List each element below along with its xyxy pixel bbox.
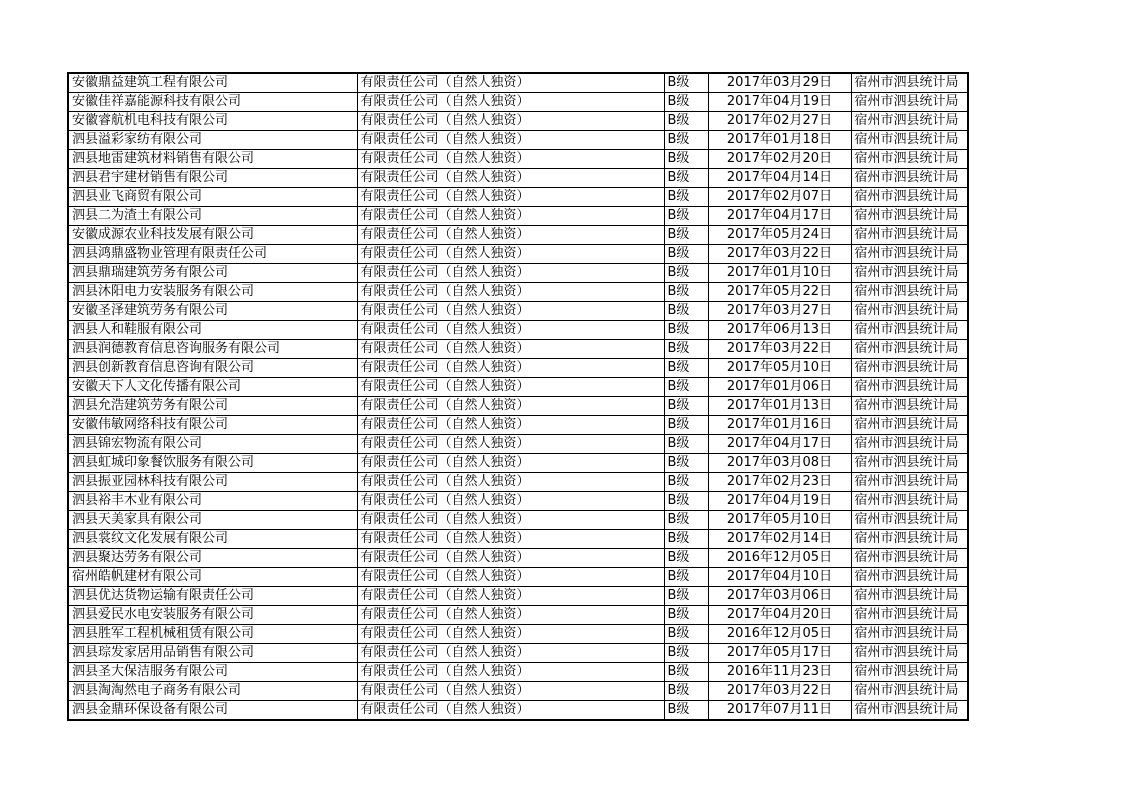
company-name-cell: 泗县聚达劳务有限公司 xyxy=(68,549,357,568)
table-row xyxy=(68,188,968,207)
table-row xyxy=(68,245,968,264)
company-name-cell: 泗县胜军工程机械租赁有限公司 xyxy=(68,625,357,644)
company-name-cell: 泗县锦宏物流有限公司 xyxy=(68,435,357,454)
authority-cell: 宿州市泗县统计局 xyxy=(851,568,968,587)
authority-cell: 宿州市泗县统计局 xyxy=(851,264,968,283)
table-row xyxy=(68,530,968,549)
authority-cell: 宿州市泗县统计局 xyxy=(851,663,968,682)
company-type-cell: 有限责任公司（自然人独资） xyxy=(357,73,664,93)
rating-date-cell: 2016年12月05日 xyxy=(708,549,851,568)
credit-grade-cell: B级 xyxy=(664,207,708,226)
authority-cell: 宿州市泗县统计局 xyxy=(851,549,968,568)
company-name-cell: 安徽天下人文化传播有限公司 xyxy=(68,378,357,397)
company-type-cell: 有限责任公司（自然人独资） xyxy=(357,454,664,473)
table-row xyxy=(68,473,968,492)
rating-date-cell: 2017年07月11日 xyxy=(708,701,851,721)
credit-grade-cell: B级 xyxy=(664,454,708,473)
authority-cell: 宿州市泗县统计局 xyxy=(851,340,968,359)
credit-grade-cell: B级 xyxy=(664,568,708,587)
company-type-cell: 有限责任公司（自然人独资） xyxy=(357,625,664,644)
authority-cell: 宿州市泗县统计局 xyxy=(851,701,968,721)
credit-grade-cell: B级 xyxy=(664,131,708,150)
company-type-cell: 有限责任公司（自然人独资） xyxy=(357,397,664,416)
credit-grade-cell: B级 xyxy=(664,93,708,112)
authority-cell: 宿州市泗县统计局 xyxy=(851,93,968,112)
authority-cell: 宿州市泗县统计局 xyxy=(851,188,968,207)
company-name-cell: 泗县人和鞋服有限公司 xyxy=(68,321,357,340)
table-row xyxy=(68,264,968,283)
credit-grade-cell: B级 xyxy=(664,112,708,131)
credit-grade-cell: B级 xyxy=(664,359,708,378)
table-row xyxy=(68,549,968,568)
authority-cell: 宿州市泗县统计局 xyxy=(851,321,968,340)
authority-cell: 宿州市泗县统计局 xyxy=(851,73,968,93)
rating-date-cell: 2017年05月17日 xyxy=(708,644,851,663)
credit-grade-cell: B级 xyxy=(664,416,708,435)
rating-date-cell: 2017年04月19日 xyxy=(708,93,851,112)
table-row xyxy=(68,283,968,302)
company-name-cell: 泗县允浩建筑劳务有限公司 xyxy=(68,397,357,416)
credit-grade-cell: B级 xyxy=(664,606,708,625)
company-name-cell: 安徽成源农业科技发展有限公司 xyxy=(68,226,357,245)
credit-grade-cell: B级 xyxy=(664,397,708,416)
credit-grade-cell: B级 xyxy=(664,321,708,340)
company-name-cell: 泗县润德教育信息咨询服务有限公司 xyxy=(68,340,357,359)
rating-date-cell: 2017年02月20日 xyxy=(708,150,851,169)
credit-grade-cell: B级 xyxy=(664,226,708,245)
rating-date-cell: 2017年01月13日 xyxy=(708,397,851,416)
table-row xyxy=(68,682,968,701)
company-type-cell: 有限责任公司（自然人独资） xyxy=(357,473,664,492)
rating-date-cell: 2017年05月24日 xyxy=(708,226,851,245)
authority-cell: 宿州市泗县统计局 xyxy=(851,226,968,245)
credit-grade-cell: B级 xyxy=(664,150,708,169)
authority-cell: 宿州市泗县统计局 xyxy=(851,283,968,302)
rating-date-cell: 2017年01月18日 xyxy=(708,131,851,150)
company-type-cell: 有限责任公司（自然人独资） xyxy=(357,359,664,378)
company-type-cell: 有限责任公司（自然人独资） xyxy=(357,169,664,188)
authority-cell: 宿州市泗县统计局 xyxy=(851,150,968,169)
rating-date-cell: 2017年04月19日 xyxy=(708,492,851,511)
table-row xyxy=(68,663,968,682)
rating-date-cell: 2017年02月14日 xyxy=(708,530,851,549)
company-name-cell: 泗县裳纹文化发展有限公司 xyxy=(68,530,357,549)
company-name-cell: 泗县天美家具有限公司 xyxy=(68,511,357,530)
authority-cell: 宿州市泗县统计局 xyxy=(851,435,968,454)
credit-grade-cell: B级 xyxy=(664,264,708,283)
company-name-cell: 泗县琮发家居用品销售有限公司 xyxy=(68,644,357,663)
credit-grade-cell: B级 xyxy=(664,587,708,606)
credit-grade-cell: B级 xyxy=(664,644,708,663)
rating-date-cell: 2017年01月10日 xyxy=(708,264,851,283)
table-row xyxy=(68,701,968,721)
table-row xyxy=(68,492,968,511)
company-type-cell: 有限责任公司（自然人独资） xyxy=(357,245,664,264)
company-type-cell: 有限责任公司（自然人独资） xyxy=(357,416,664,435)
authority-cell: 宿州市泗县统计局 xyxy=(851,359,968,378)
rating-date-cell: 2017年04月17日 xyxy=(708,207,851,226)
company-name-cell: 泗县圣大保洁服务有限公司 xyxy=(68,663,357,682)
company-name-cell: 泗县淘淘然电子商务有限公司 xyxy=(68,682,357,701)
authority-cell: 宿州市泗县统计局 xyxy=(851,587,968,606)
table-row xyxy=(68,587,968,606)
company-type-cell: 有限责任公司（自然人独资） xyxy=(357,511,664,530)
rating-date-cell: 2017年05月10日 xyxy=(708,511,851,530)
table-row xyxy=(68,112,968,131)
company-name-cell: 泗县爱民水电安装服务有限公司 xyxy=(68,606,357,625)
table-row xyxy=(68,644,968,663)
credit-grade-cell: B级 xyxy=(664,283,708,302)
credit-grade-cell: B级 xyxy=(664,73,708,93)
company-name-cell: 安徽圣泽建筑劳务有限公司 xyxy=(68,302,357,321)
company-name-cell: 安徽伟敏网络科技有限公司 xyxy=(68,416,357,435)
authority-cell: 宿州市泗县统计局 xyxy=(851,302,968,321)
table-row xyxy=(68,397,968,416)
company-type-cell: 有限责任公司（自然人独资） xyxy=(357,492,664,511)
table-row xyxy=(68,340,968,359)
rating-date-cell: 2017年03月06日 xyxy=(708,587,851,606)
company-name-cell: 泗县振亚园林科技有限公司 xyxy=(68,473,357,492)
credit-grade-cell: B级 xyxy=(664,169,708,188)
table-row xyxy=(68,226,968,245)
company-type-cell: 有限责任公司（自然人独资） xyxy=(357,131,664,150)
company-type-cell: 有限责任公司（自然人独资） xyxy=(357,701,664,721)
company-type-cell: 有限责任公司（自然人独资） xyxy=(357,150,664,169)
company-type-cell: 有限责任公司（自然人独资） xyxy=(357,644,664,663)
credit-grade-cell: B级 xyxy=(664,340,708,359)
authority-cell: 宿州市泗县统计局 xyxy=(851,169,968,188)
credit-grade-cell: B级 xyxy=(664,302,708,321)
table-row xyxy=(68,454,968,473)
table-row xyxy=(68,568,968,587)
table-row xyxy=(68,625,968,644)
rating-date-cell: 2017年04月14日 xyxy=(708,169,851,188)
authority-cell: 宿州市泗县统计局 xyxy=(851,416,968,435)
company-type-cell: 有限责任公司（自然人独资） xyxy=(357,340,664,359)
rating-date-cell: 2017年06月13日 xyxy=(708,321,851,340)
company-name-cell: 泗县地雷建筑材料销售有限公司 xyxy=(68,150,357,169)
company-name-cell: 宿州皓帆建材有限公司 xyxy=(68,568,357,587)
company-type-cell: 有限责任公司（自然人独资） xyxy=(357,435,664,454)
credit-grade-cell: B级 xyxy=(664,378,708,397)
credit-grade-cell: B级 xyxy=(664,435,708,454)
table-row xyxy=(68,321,968,340)
authority-cell: 宿州市泗县统计局 xyxy=(851,397,968,416)
authority-cell: 宿州市泗县统计局 xyxy=(851,473,968,492)
table-row xyxy=(68,378,968,397)
credit-grade-cell: B级 xyxy=(664,473,708,492)
rating-date-cell: 2016年12月05日 xyxy=(708,625,851,644)
credit-grade-cell: B级 xyxy=(664,663,708,682)
credit-grade-cell: B级 xyxy=(664,549,708,568)
company-type-cell: 有限责任公司（自然人独资） xyxy=(357,378,664,397)
company-type-cell: 有限责任公司（自然人独资） xyxy=(357,264,664,283)
rating-date-cell: 2017年03月08日 xyxy=(708,454,851,473)
credit-grade-cell: B级 xyxy=(664,511,708,530)
rating-date-cell: 2017年03月22日 xyxy=(708,340,851,359)
company-type-cell: 有限责任公司（自然人独资） xyxy=(357,226,664,245)
company-type-cell: 有限责任公司（自然人独资） xyxy=(357,283,664,302)
company-name-cell: 泗县虹城印象餐饮服务有限公司 xyxy=(68,454,357,473)
table-row xyxy=(68,606,968,625)
rating-date-cell: 2017年04月10日 xyxy=(708,568,851,587)
rating-date-cell: 2017年02月23日 xyxy=(708,473,851,492)
company-type-cell: 有限责任公司（自然人独资） xyxy=(357,207,664,226)
rating-date-cell: 2017年03月29日 xyxy=(708,73,851,93)
company-name-cell: 安徽佳祥嘉能源科技有限公司 xyxy=(68,93,357,112)
rating-date-cell: 2017年04月17日 xyxy=(708,435,851,454)
table-row xyxy=(68,93,968,112)
rating-date-cell: 2017年04月20日 xyxy=(708,606,851,625)
table-row xyxy=(68,207,968,226)
table-row xyxy=(68,150,968,169)
credit-grade-cell: B级 xyxy=(664,245,708,264)
rating-date-cell: 2017年03月22日 xyxy=(708,245,851,264)
table-row xyxy=(68,435,968,454)
company-type-cell: 有限责任公司（自然人独资） xyxy=(357,93,664,112)
credit-grade-cell: B级 xyxy=(664,530,708,549)
table-row xyxy=(68,302,968,321)
authority-cell: 宿州市泗县统计局 xyxy=(851,207,968,226)
company-name-cell: 泗县金鼎环保设备有限公司 xyxy=(68,701,357,721)
authority-cell: 宿州市泗县统计局 xyxy=(851,625,968,644)
company-type-cell: 有限责任公司（自然人独资） xyxy=(357,663,664,682)
table-row xyxy=(68,169,968,188)
credit-grade-cell: B级 xyxy=(664,492,708,511)
rating-date-cell: 2017年02月27日 xyxy=(708,112,851,131)
rating-date-cell: 2017年05月22日 xyxy=(708,283,851,302)
company-name-cell: 泗县君宇建材销售有限公司 xyxy=(68,169,357,188)
company-type-cell: 有限责任公司（自然人独资） xyxy=(357,302,664,321)
company-type-cell: 有限责任公司（自然人独资） xyxy=(357,321,664,340)
table-row xyxy=(68,131,968,150)
authority-cell: 宿州市泗县统计局 xyxy=(851,682,968,701)
company-credit-table xyxy=(67,72,969,721)
rating-date-cell: 2017年02月07日 xyxy=(708,188,851,207)
company-name-cell: 泗县鼎瑞建筑劳务有限公司 xyxy=(68,264,357,283)
authority-cell: 宿州市泗县统计局 xyxy=(851,378,968,397)
table-body xyxy=(68,73,968,720)
rating-date-cell: 2017年03月27日 xyxy=(708,302,851,321)
company-name-cell: 泗县二为渣土有限公司 xyxy=(68,207,357,226)
rating-date-cell: 2017年05月10日 xyxy=(708,359,851,378)
company-type-cell: 有限责任公司（自然人独资） xyxy=(357,606,664,625)
credit-grade-cell: B级 xyxy=(664,188,708,207)
company-name-cell: 泗县优达货物运输有限责任公司 xyxy=(68,587,357,606)
company-type-cell: 有限责任公司（自然人独资） xyxy=(357,112,664,131)
credit-grade-cell: B级 xyxy=(664,682,708,701)
table-row xyxy=(68,511,968,530)
rating-date-cell: 2017年01月06日 xyxy=(708,378,851,397)
table-row xyxy=(68,73,968,93)
authority-cell: 宿州市泗县统计局 xyxy=(851,454,968,473)
rating-date-cell: 2017年03月22日 xyxy=(708,682,851,701)
company-name-cell: 泗县业飞商贸有限公司 xyxy=(68,188,357,207)
company-type-cell: 有限责任公司（自然人独资） xyxy=(357,549,664,568)
authority-cell: 宿州市泗县统计局 xyxy=(851,131,968,150)
credit-grade-cell: B级 xyxy=(664,701,708,721)
table-row xyxy=(68,359,968,378)
company-name-cell: 泗县裕丰木业有限公司 xyxy=(68,492,357,511)
company-name-cell: 泗县沐阳电力安装服务有限公司 xyxy=(68,283,357,302)
company-name-cell: 泗县鸿鼎盛物业管理有限责任公司 xyxy=(68,245,357,264)
table-row xyxy=(68,416,968,435)
authority-cell: 宿州市泗县统计局 xyxy=(851,112,968,131)
credit-grade-cell: B级 xyxy=(664,625,708,644)
company-type-cell: 有限责任公司（自然人独资） xyxy=(357,682,664,701)
authority-cell: 宿州市泗县统计局 xyxy=(851,530,968,549)
company-type-cell: 有限责任公司（自然人独资） xyxy=(357,568,664,587)
authority-cell: 宿州市泗县统计局 xyxy=(851,511,968,530)
company-type-cell: 有限责任公司（自然人独资） xyxy=(357,587,664,606)
authority-cell: 宿州市泗县统计局 xyxy=(851,245,968,264)
rating-date-cell: 2016年11月23日 xyxy=(708,663,851,682)
company-name-cell: 泗县溢彩家纺有限公司 xyxy=(68,131,357,150)
authority-cell: 宿州市泗县统计局 xyxy=(851,492,968,511)
company-name-cell: 安徽睿航机电科技有限公司 xyxy=(68,112,357,131)
authority-cell: 宿州市泗县统计局 xyxy=(851,606,968,625)
authority-cell: 宿州市泗县统计局 xyxy=(851,644,968,663)
company-name-cell: 安徽鼎益建筑工程有限公司 xyxy=(68,73,357,93)
rating-date-cell: 2017年01月16日 xyxy=(708,416,851,435)
company-type-cell: 有限责任公司（自然人独资） xyxy=(357,188,664,207)
company-name-cell: 泗县创新教育信息咨询有限公司 xyxy=(68,359,357,378)
company-type-cell: 有限责任公司（自然人独资） xyxy=(357,530,664,549)
